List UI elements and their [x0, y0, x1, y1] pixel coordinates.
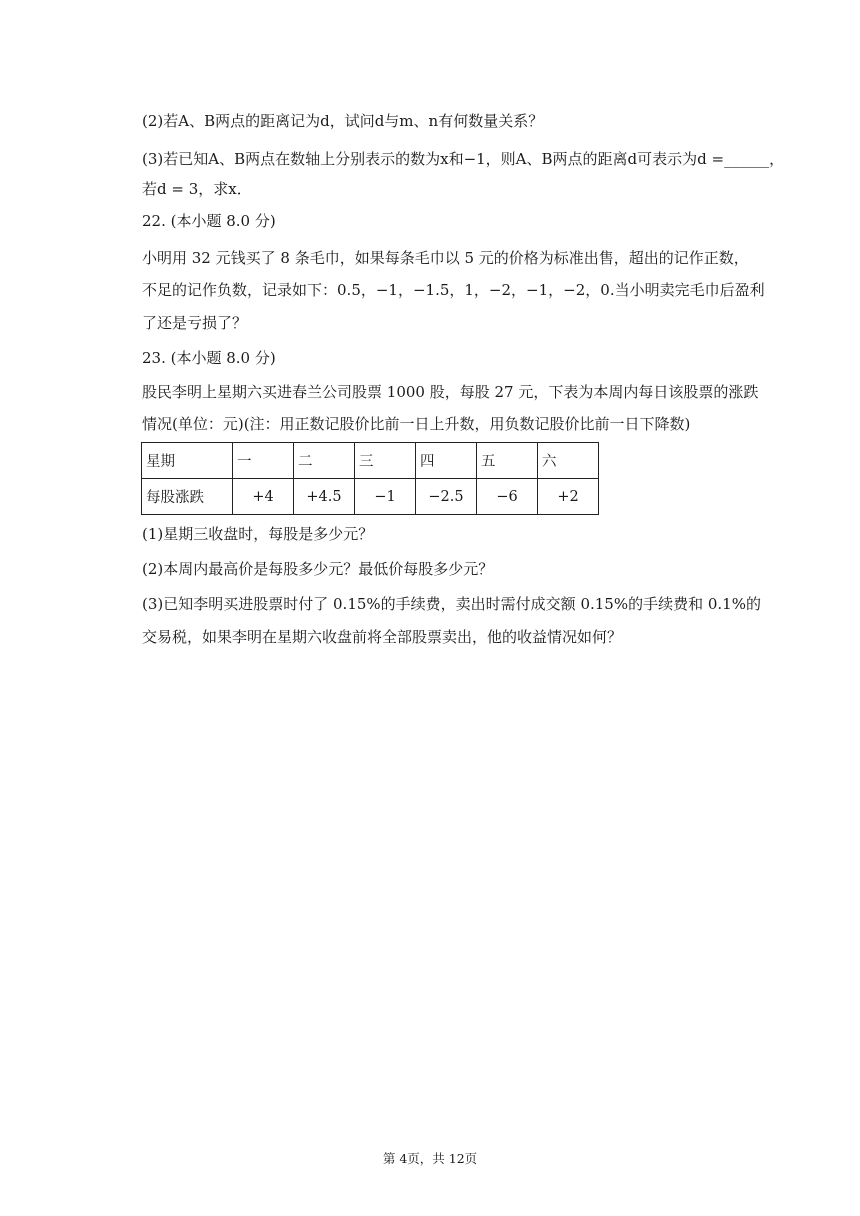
table-cell-weekday-label: 星期: [142, 443, 233, 479]
q21-part2: (2)若A、B两点的距离记为d，试问d与m、n有何数量关系？: [142, 112, 544, 130]
page-footer: 第 4页，共 12页: [382, 1151, 478, 1166]
table-cell-change: +4: [233, 479, 294, 515]
q23-header: 23. (本小题 8.0 分): [142, 349, 276, 367]
table-cell-change: −6: [477, 479, 538, 515]
table-cell-day: 一: [233, 443, 294, 479]
table-cell-day: 五: [477, 443, 538, 479]
table-cell-day: 六: [538, 443, 599, 479]
q22-header: 22. (本小题 8.0 分): [142, 212, 276, 230]
table-cell-change-label: 每股涨跌: [142, 479, 233, 515]
table-row-weekday: [142, 443, 599, 479]
q23-sub2: (2)本周内最高价是每股多少元？最低价每股多少元？: [142, 560, 494, 578]
table-cell-day: 四: [416, 443, 477, 479]
table-cell-change: −2.5: [416, 479, 477, 515]
table-cell-change: +2: [538, 479, 599, 515]
q21-part3-line1: (3)若已知A、B两点在数轴上分别表示的数为x和−1，则A、B两点的距离d可表示为d =______，: [142, 150, 785, 168]
table-cell-day: 三: [355, 443, 416, 479]
q23-line1: 股民李明上星期六买进春兰公司股票 1000 股，每股 27 元，下表为本周内每日该股票的涨跌: [142, 383, 759, 401]
q23-sub3-line1: (3)已知李明买进股票时付了 0.15%的手续费，卖出时需付成交额 0.15%的手续费和 0.1%的: [142, 595, 761, 613]
q22-line2: 不足的记作负数，记录如下：0.5，−1，−1.5，1，−2，−1，−2，0.当小明卖完毛巾后盈利: [142, 281, 765, 299]
table-cell-change: +4.5: [294, 479, 355, 515]
table-cell-day: 二: [294, 443, 355, 479]
q23-sub1: (1)星期三收盘时，每股是多少元？: [142, 525, 374, 543]
q22-line1: 小明用 32 元钱买了 8 条毛巾，如果每条毛巾以 5 元的价格为标准出售，超出的记作正数，: [142, 249, 749, 267]
q22-line3: 了还是亏损了？: [142, 314, 248, 332]
table-row-change: [142, 479, 599, 515]
q23-sub3-line2: 交易税，如果李明在星期六收盘前将全部股票卖出，他的收益情况如何？: [142, 628, 623, 646]
q23-line2: 情况(单位：元)(注：用正数记股价比前一日上升数，用负数记股价比前一日下降数): [142, 415, 691, 433]
q21-part3-line2: 若d = 3，求x．: [142, 180, 252, 198]
table-cell-change: −1: [355, 479, 416, 515]
stock-change-table: [141, 442, 599, 515]
